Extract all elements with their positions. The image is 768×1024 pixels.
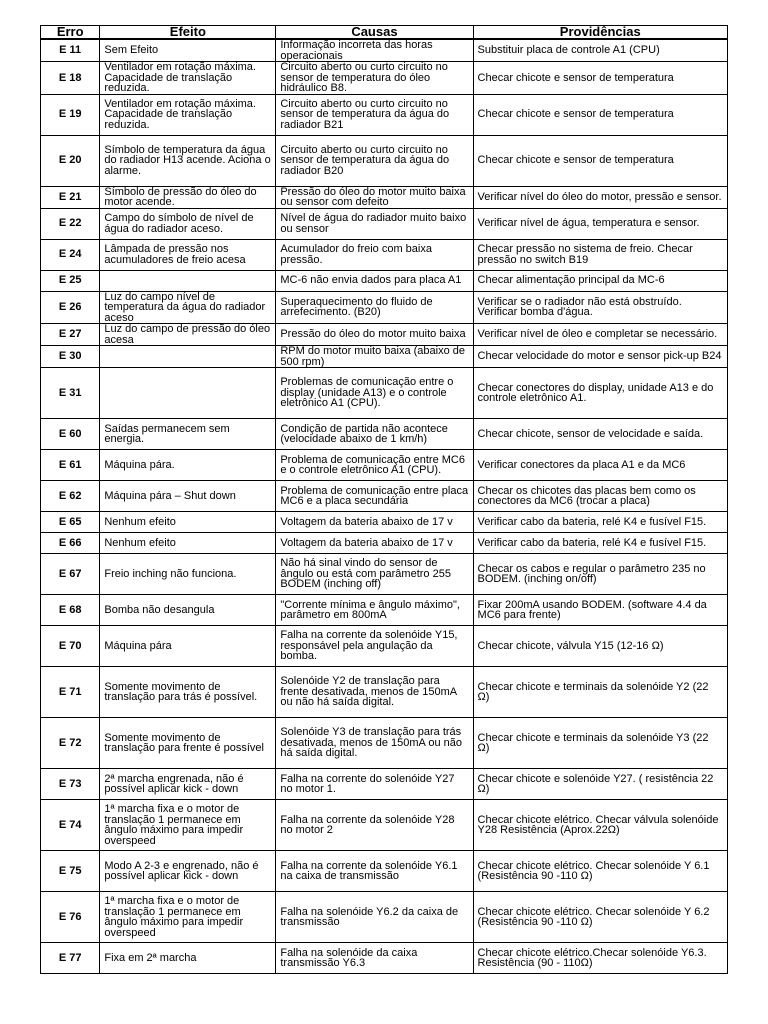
error-action: Checar chicote, sensor de velocidade e saída. — [473, 419, 727, 450]
table-row — [41, 239, 728, 270]
error-effect: Fixa em 2ª marcha — [100, 943, 276, 974]
error-cause: Solenóide Y3 de translação para trás desativada, menos de 150mA ou não há saída digital. — [276, 718, 473, 769]
error-action: Fixar 200mA usando BODEM. (software 4.4 da MC6 para frente) — [473, 595, 727, 626]
error-code: E 25 — [41, 270, 100, 291]
error-cause: Falha na corrente da solenóide Y28 no motor 2 — [276, 800, 473, 851]
error-code: E 66 — [41, 533, 100, 554]
table-row — [41, 667, 728, 718]
error-action: Checar chicote elétrico.Checar solenóide Y6.3. Resistência (90 - 110Ω) — [473, 943, 727, 974]
table-header-row — [41, 26, 728, 40]
error-cause: Falha na solenóide Y6.2 da caixa de transmissão — [276, 892, 473, 943]
table-row — [41, 554, 728, 595]
error-code: E 31 — [41, 368, 100, 419]
error-code: E 26 — [41, 291, 100, 324]
table-row — [41, 595, 728, 626]
error-effect — [100, 368, 276, 419]
error-action: Checar conectores do display, unidade A13 e do controle eletrônico A1. — [473, 368, 727, 419]
header-erro: Erro — [41, 26, 100, 40]
header-causas: Causas — [276, 26, 473, 40]
error-action: Checar chicote elétrico. Checar solenóide Y 6.1 (Resistência 90 -110 Ω) — [473, 851, 727, 892]
error-action: Verificar conectores da placa A1 e da MC6 — [473, 450, 727, 481]
error-code: E 73 — [41, 769, 100, 800]
error-effect: Máquina pára. — [100, 450, 276, 481]
error-code-table — [40, 25, 728, 974]
error-cause: Falha na solenóide da caixa transmissão Y6.3 — [276, 943, 473, 974]
table-row — [41, 512, 728, 533]
table-row — [41, 368, 728, 419]
table-row — [41, 533, 728, 554]
error-code: E 75 — [41, 851, 100, 892]
error-cause: Falha na corrente do solenóide Y27 no motor 1. — [276, 769, 473, 800]
error-cause: Solenóide Y2 de translação para frente desativada, menos de 150mA ou não há saída digital. — [276, 667, 473, 718]
error-code: E 65 — [41, 512, 100, 533]
table-row — [41, 291, 728, 324]
error-effect: Luz do campo de pressão do óleo acesa — [100, 324, 276, 346]
error-action: Checar chicote elétrico. Checar válvula solenóide Y28 Resistência (Aprox.22Ω) — [473, 800, 727, 851]
table-body — [41, 39, 728, 974]
error-code: E 61 — [41, 450, 100, 481]
error-effect: Máquina pára — [100, 626, 276, 667]
error-action: Checar chicote e solenóide Y27. ( resistência 22 Ω) — [473, 769, 727, 800]
error-code: E 30 — [41, 346, 100, 368]
table-row — [41, 943, 728, 974]
error-cause: Falha na corrente da solenóide Y15, responsável pela angulação da bomba. — [276, 626, 473, 667]
error-action: Substituir placa de controle A1 (CPU) — [473, 39, 727, 62]
error-effect: Nenhum efeito — [100, 533, 276, 554]
error-code: E 19 — [41, 94, 100, 135]
error-effect — [100, 346, 276, 368]
error-action: Verificar nível de óleo e completar se necessário. — [473, 324, 727, 346]
error-action: Checar chicote e terminais da solenóide Y2 (22 Ω) — [473, 667, 727, 718]
error-effect: Campo do símbolo de nível de água do radiador aceso. — [100, 208, 276, 239]
header-providencias: Providências — [473, 26, 727, 40]
table-row — [41, 94, 728, 135]
error-code: E 27 — [41, 324, 100, 346]
error-cause: Pressão do óleo do motor muito baixa ou sensor com defeito — [276, 186, 473, 208]
error-code: E 24 — [41, 239, 100, 270]
error-effect: Lâmpada de pressão nos acumuladores de freio acesa — [100, 239, 276, 270]
error-cause: Circuito aberto ou curto circuito no sensor de temperatura da água do radiador B20 — [276, 135, 473, 186]
error-effect: 2ª marcha engrenada, não é possível aplicar kick - down — [100, 769, 276, 800]
error-code: E 18 — [41, 62, 100, 95]
error-code: E 21 — [41, 186, 100, 208]
error-cause: Problema de comunicação entre placa MC6 e a placa secundária — [276, 481, 473, 512]
error-action: Checar pressão no sistema de freio. Checar pressão no switch B19 — [473, 239, 727, 270]
table-row — [41, 800, 728, 851]
error-code: E 77 — [41, 943, 100, 974]
error-action: Checar alimentação principal da MC-6 — [473, 270, 727, 291]
error-effect: Ventilador em rotação máxima. Capacidade de translação reduzida. — [100, 94, 276, 135]
error-cause: RPM do motor muito baixa (abaixo de 500 rpm) — [276, 346, 473, 368]
error-effect: Ventilador em rotação máxima. Capacidade de translação reduzida. — [100, 62, 276, 95]
error-action: Verificar cabo da bateria, relé K4 e fusível F15. — [473, 533, 727, 554]
error-cause: Voltagem da bateria abaixo de 17 v — [276, 512, 473, 533]
table-row — [41, 270, 728, 291]
error-code: E 76 — [41, 892, 100, 943]
error-code: E 11 — [41, 39, 100, 62]
error-effect: Saídas permanecem sem energia. — [100, 419, 276, 450]
error-effect: Símbolo de pressão do óleo do motor acende. — [100, 186, 276, 208]
error-code: E 67 — [41, 554, 100, 595]
error-action: Verificar se o radiador não está obstruído. Verificar bomba d'água. — [473, 291, 727, 324]
error-effect: Máquina pára – Shut down — [100, 481, 276, 512]
error-code: E 70 — [41, 626, 100, 667]
error-cause: Nível de água do radiador muito baixo ou sensor — [276, 208, 473, 239]
error-action: Verificar nível do óleo do motor, pressão e sensor. — [473, 186, 727, 208]
table-row — [41, 718, 728, 769]
table-row — [41, 481, 728, 512]
error-effect — [100, 270, 276, 291]
error-effect: 1ª marcha fixa e o motor de translação 1 permanece em ângulo máximo para impedir overspeed — [100, 892, 276, 943]
table-row — [41, 769, 728, 800]
error-effect: Freio inching não funciona. — [100, 554, 276, 595]
error-action: Checar chicote e sensor de temperatura — [473, 62, 727, 95]
error-cause: Pressão do óleo do motor muito baixa — [276, 324, 473, 346]
error-code: E 68 — [41, 595, 100, 626]
error-code: E 60 — [41, 419, 100, 450]
table-row — [41, 324, 728, 346]
table-row — [41, 135, 728, 186]
error-effect: Luz do campo nível de temperatura da água do radiador aceso — [100, 291, 276, 324]
error-action: Checar chicote elétrico. Checar solenóide Y 6.2 (Resistência 90 -110 Ω) — [473, 892, 727, 943]
error-cause: Condição de partida não acontece (velocidade abaixo de 1 km/h) — [276, 419, 473, 450]
error-action: Checar os chicotes das placas bem como os conectores da MC6 (trocar a placa) — [473, 481, 727, 512]
error-cause: Acumulador do freio com baixa pressão. — [276, 239, 473, 270]
error-action: Checar os cabos e regular o parâmetro 235 no BODEM. (inching on/off) — [473, 554, 727, 595]
error-cause: Informação incorreta das horas operacionais — [276, 39, 473, 62]
table-row — [41, 450, 728, 481]
error-effect: Modo A 2-3 e engrenado, não é possível aplicar kick - down — [100, 851, 276, 892]
error-effect: Somente movimento de translação para frente é possível — [100, 718, 276, 769]
table-row — [41, 208, 728, 239]
error-action: Checar velocidade do motor e sensor pick-up B24 — [473, 346, 727, 368]
error-cause: "Corrente mínima e ângulo máximo", parâmetro em 800mA — [276, 595, 473, 626]
error-cause: Problema de comunicação entre MC6 e o controle eletrônico A1 (CPU). — [276, 450, 473, 481]
error-cause: Problemas de comunicação entre o display (unidade A13) e o controle eletrônico A1 (CPU). — [276, 368, 473, 419]
table-row — [41, 892, 728, 943]
error-action: Checar chicote e terminais da solenóide Y3 (22 Ω) — [473, 718, 727, 769]
error-cause: Não há sinal vindo do sensor de ângulo ou está com parâmetro 255 BODEM (inching off) — [276, 554, 473, 595]
error-code: E 71 — [41, 667, 100, 718]
error-action: Checar chicote, válvula Y15 (12-16 Ω) — [473, 626, 727, 667]
error-code: E 62 — [41, 481, 100, 512]
error-effect: Somente movimento de translação para trás é possível. — [100, 667, 276, 718]
error-code: E 72 — [41, 718, 100, 769]
error-effect: Sem Efeito — [100, 39, 276, 62]
error-effect: Símbolo de temperatura da água do radiador H13 acende. Aciona o alarme. — [100, 135, 276, 186]
table-row — [41, 39, 728, 62]
error-effect: 1ª marcha fixa e o motor de translação 1 permanece em ângulo máximo para impedir overspeed — [100, 800, 276, 851]
error-action: Verificar cabo da bateria, relé K4 e fusível F15. — [473, 512, 727, 533]
table-row — [41, 62, 728, 95]
error-effect: Nenhum efeito — [100, 512, 276, 533]
error-action: Verificar nível de água, temperatura e sensor. — [473, 208, 727, 239]
error-cause: Circuito aberto ou curto circuito no sensor de temperatura da água do radiador B21 — [276, 94, 473, 135]
header-efeito: Efeito — [100, 26, 276, 40]
error-code: E 20 — [41, 135, 100, 186]
error-cause: Superaquecimento do fluido de arrefecimento. (B20) — [276, 291, 473, 324]
table-row — [41, 851, 728, 892]
error-cause: Circuito aberto ou curto circuito no sensor de temperatura do óleo hidráulico B8. — [276, 62, 473, 95]
error-cause: Falha na corrente da solenóide Y6.1 na caixa de transmissão — [276, 851, 473, 892]
error-action: Checar chicote e sensor de temperatura — [473, 94, 727, 135]
error-code: E 22 — [41, 208, 100, 239]
table-row — [41, 346, 728, 368]
error-code: E 74 — [41, 800, 100, 851]
error-effect: Bomba não desangula — [100, 595, 276, 626]
table-row — [41, 626, 728, 667]
table-row — [41, 186, 728, 208]
error-action: Checar chicote e sensor de temperatura — [473, 135, 727, 186]
error-cause: Voltagem da bateria abaixo de 17 v — [276, 533, 473, 554]
error-cause: MC-6 não envia dados para placa A1 — [276, 270, 473, 291]
table-row — [41, 419, 728, 450]
